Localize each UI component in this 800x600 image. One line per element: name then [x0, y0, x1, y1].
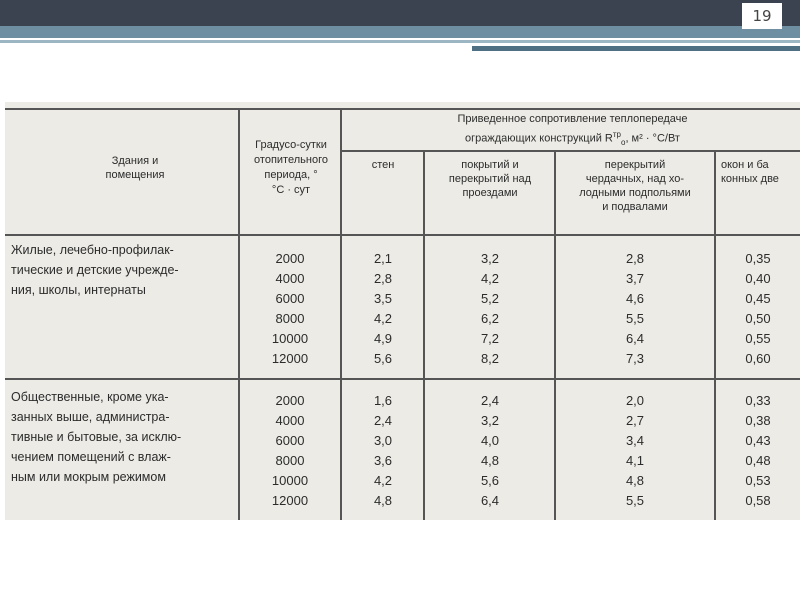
table-cell: 5,6	[480, 473, 500, 488]
header-resistance-title: Приведенное сопротивление теплопередаче ограждающих конструкций R	[457, 113, 688, 145]
group2-label-line4: чением помещений с влаж-	[11, 450, 171, 464]
table-cell: 2000	[275, 393, 305, 408]
table-cell: 2000	[275, 251, 305, 266]
group2-label-line1: Общественные, кроме ука-	[11, 390, 169, 404]
table-cell: 1,6	[373, 393, 393, 408]
header-walls: стен	[371, 159, 395, 171]
table-cell: 3,0	[373, 433, 393, 448]
table-cell: 12000	[271, 351, 309, 366]
group-divider	[5, 378, 800, 380]
table-cell: 0,55	[745, 331, 771, 346]
header-attic: перекрытий чердачных, над хо- лодными подпольями и подвалами	[579, 159, 691, 213]
table-cell: 4,8	[480, 453, 500, 468]
table-cell: 8,2	[480, 351, 500, 366]
page-number: 19	[742, 3, 782, 29]
table-cell: 8000	[275, 311, 305, 326]
table-cell: 3,6	[373, 453, 393, 468]
table-cell: 10000	[271, 473, 309, 488]
table-cell: 2,0	[625, 393, 645, 408]
table-cell: 0,45	[745, 291, 771, 306]
table-cell: 2,4	[480, 393, 500, 408]
table-cell: 3,4	[625, 433, 645, 448]
table-cell: 2,8	[625, 251, 645, 266]
table-cell: 2,7	[625, 413, 645, 428]
table-cell: 3,5	[373, 291, 393, 306]
table-cell: 4,9	[373, 331, 393, 346]
header-degree-days: Градусо-сутки отопительного периода, ° °С · сут	[254, 139, 328, 196]
group-header-divider	[340, 150, 800, 152]
header-windows: окон и ба конных две	[721, 159, 779, 185]
table-cell: 10000	[271, 331, 309, 346]
table-cell: 0,53	[745, 473, 771, 488]
table-cell: 6,4	[480, 493, 500, 508]
table-cell: 5,2	[480, 291, 500, 306]
col-divider-1	[238, 108, 240, 520]
table-cell: 3,2	[480, 413, 500, 428]
group2-label-line3: тивные и бытовые, за исклю-	[11, 430, 182, 444]
table-top-border	[5, 108, 800, 110]
table-cell: 0,43	[745, 433, 771, 448]
table-cell: 4,2	[373, 473, 393, 488]
table-cell: 4000	[275, 271, 305, 286]
group1-label-line1: Жилые, лечебно-профилак-	[11, 243, 174, 257]
header-resistance-sup: тр	[612, 130, 621, 139]
table-cell: 0,38	[745, 413, 771, 428]
slide-accent-line	[472, 46, 800, 51]
slide-thin-line	[0, 40, 800, 43]
header-buildings: Здания и помещения	[105, 155, 165, 181]
table-cell: 4,2	[480, 271, 500, 286]
table-cell: 0,48	[745, 453, 771, 468]
header-resistance-unit: , м² · °С/Вт	[625, 132, 680, 145]
table-cell: 3,7	[625, 271, 645, 286]
table-cell: 2,4	[373, 413, 393, 428]
table-cell: 4,6	[625, 291, 645, 306]
table-cell: 0,58	[745, 493, 771, 508]
table-cell: 4,2	[373, 311, 393, 326]
table-cell: 6000	[275, 291, 305, 306]
table-cell: 3,2	[480, 251, 500, 266]
table-cell: 7,3	[625, 351, 645, 366]
table-cell: 5,5	[625, 311, 645, 326]
table-cell: 12000	[271, 493, 309, 508]
table-cell: 0,33	[745, 393, 771, 408]
table-cell: 6,2	[480, 311, 500, 326]
slide-top-bar	[0, 0, 800, 26]
table-cell: 2,1	[373, 251, 393, 266]
table-cell: 7,2	[480, 331, 500, 346]
table-cell: 0,35	[745, 251, 771, 266]
table-cell: 4,8	[625, 473, 645, 488]
group2-label-line2: занных выше, администра-	[11, 410, 170, 424]
table-cell: 4000	[275, 413, 305, 428]
header-resistance-group	[345, 112, 800, 150]
table-cell: 0,40	[745, 271, 771, 286]
slide-accent-bar	[0, 26, 800, 38]
group1-label-line2: тические и детские учрежде-	[11, 263, 179, 277]
table-cell: 6,4	[625, 331, 645, 346]
table-cell: 4,1	[625, 453, 645, 468]
table-cell: 4,8	[373, 493, 393, 508]
table-cell: 6000	[275, 433, 305, 448]
header-covers: покрытий и перекрытий над проездами	[448, 159, 532, 199]
table-cell: 5,5	[625, 493, 645, 508]
scanned-table	[5, 102, 800, 520]
group1-label-line3: ния, школы, интернаты	[11, 283, 146, 297]
table-paper	[5, 102, 800, 520]
table-cell: 0,50	[745, 311, 771, 326]
group2-label-line5: ным или мокрым режимом	[11, 470, 166, 484]
header-bottom-border	[5, 234, 800, 236]
table-cell: 0,60	[745, 351, 771, 366]
table-cell: 2,8	[373, 271, 393, 286]
header-resistance-sub: о	[620, 137, 626, 147]
table-cell: 4,0	[480, 433, 500, 448]
table-cell: 5,6	[373, 351, 393, 366]
table-cell: 8000	[275, 453, 305, 468]
